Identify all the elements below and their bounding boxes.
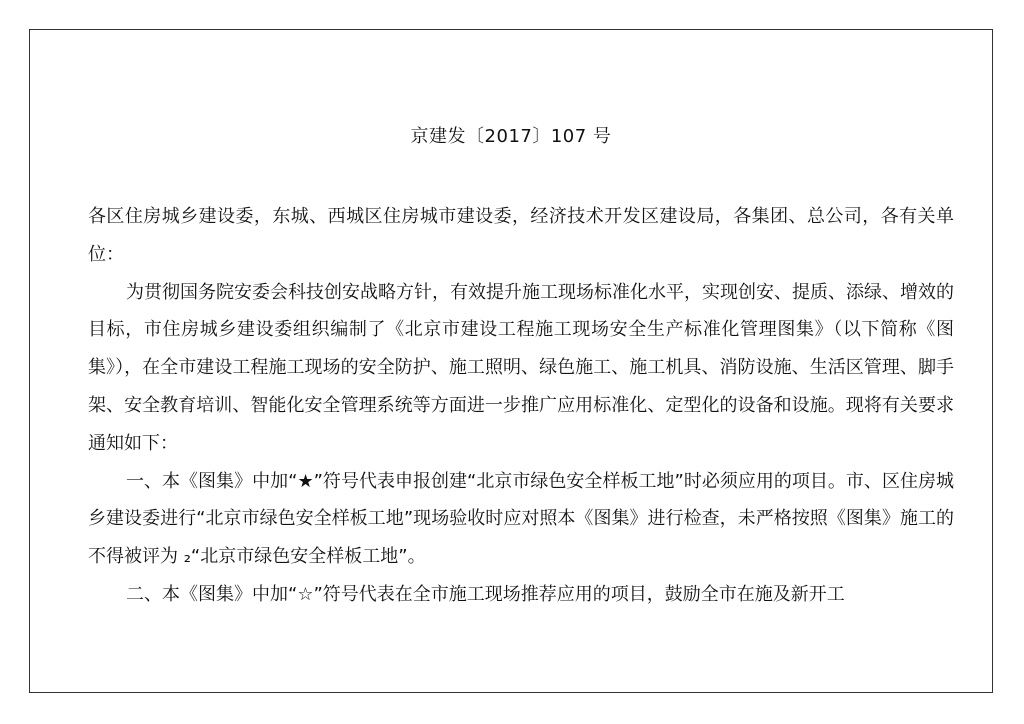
requirement-paragraph-1: 一、本《图集》中加“★”符号代表申报创建“北京市绿色安全样板工地”时必须应用的项目。市、区住房城乡建设委进行“北京市绿色安全样板工地”现场验收时应对照本《图集》进行检查，未严格按照《图集》施工的不得被评为 ₂“北京市绿色安全样板工地”。 (88, 470, 954, 568)
document-number: 京建发〔2017〕107 号 (410, 126, 612, 147)
document-body (88, 198, 954, 614)
intro-paragraph: 为贯彻国务院安委会科技创安战略方针，有效提升施工现场标准化水平，实现创安、提质、添绿、增效的目标，市住房城乡建设委组织编制了《北京市建设工程施工现场安全生产标准化管理图集》（以下简称《图集》），在全市建设工程施工现场的安全防护、施工照明、绿色施工、施工机具、消防设施、生活区管理、脚手架、安全教育培训、智能化安全管理系统等方面进一步推广应用标准化、定型化的设备和设施。现将有关要求通知如下： (88, 281, 954, 454)
document-page (29, 29, 993, 693)
addressee-paragraph: 各区住房城乡建设委，东城、西城区住房城市建设委，经济技术开发区建设局，各集团、总公司，各有关单位： (88, 206, 954, 265)
requirement-paragraph-2: 二、本《图集》中加“☆”符号代表在全市施工现场推荐应用的项目，鼓励全市在施及新开工 (126, 583, 845, 605)
